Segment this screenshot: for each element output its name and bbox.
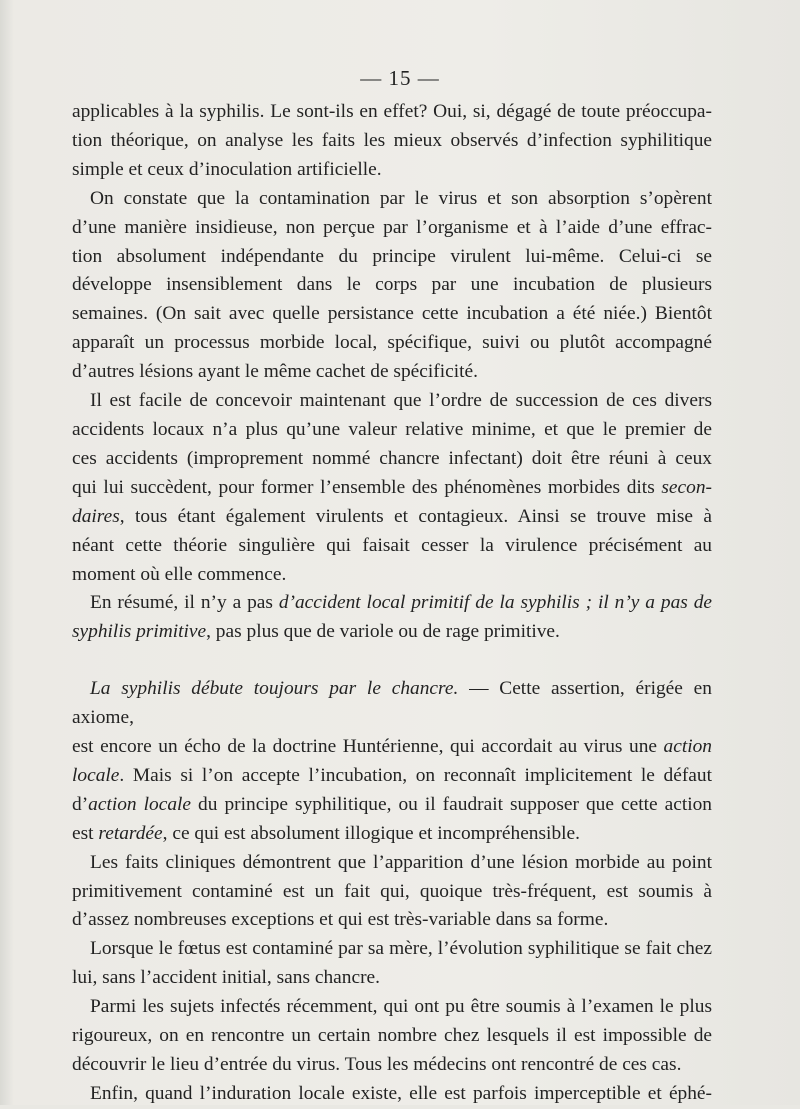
text-line <box>72 849 712 878</box>
text-segment: est <box>72 822 99 844</box>
text-line <box>72 329 712 358</box>
text-line <box>72 300 712 329</box>
text-line <box>72 243 712 272</box>
text-segment: du principe syphilitique, ou il faudrait supposer que cette action <box>191 793 712 815</box>
text-line <box>72 127 712 156</box>
text-segment: Il est facile de concevoir maintenant que l’ordre de succession de ces divers <box>90 390 712 412</box>
text-line <box>72 271 712 300</box>
text-line <box>72 445 712 474</box>
italic-text: daires <box>72 505 120 527</box>
text-line <box>72 762 712 791</box>
text-line <box>72 1051 712 1080</box>
text-line <box>72 185 712 214</box>
text-line <box>72 214 712 243</box>
text-segment: rigoureux, on en rencontre un certain nombre chez lesquels il est impossible de <box>72 1025 712 1047</box>
text-line <box>72 474 712 503</box>
italic-text: La syphilis débute toujours par le chancre. <box>90 678 459 700</box>
text-segment: est encore un écho de la doctrine Huntérienne, qui accordait au virus une <box>72 736 664 758</box>
italic-text: syphilis primitive <box>72 621 207 643</box>
text-segment: . Mais si l’on accepte l’incubation, on reconnaît implicitement le défaut <box>119 764 712 786</box>
italic-text: secon- <box>661 476 712 498</box>
text-segment: semaines. (On sait avec quelle persistance cette incubation a été niée.) Bientôt <box>72 303 712 325</box>
text-line <box>72 906 712 935</box>
text-line <box>72 935 712 964</box>
text-segment: lui, sans l’accident initial, sans chancre. <box>72 967 380 989</box>
text-segment: apparaît un processus morbide local, spécifique, suivi ou plutôt accompagné <box>72 332 712 354</box>
text-segment: d’assez nombreuses exceptions et qui est très-variable dans sa forme. <box>72 909 609 931</box>
text-segment: primitivement contaminé est un fait qui, quoique très-fréquent, est soumis à <box>72 880 712 902</box>
text-line <box>72 1022 712 1051</box>
text-line <box>72 791 712 820</box>
text-line <box>72 589 712 618</box>
italic-text: action locale <box>88 793 192 815</box>
text-line <box>72 993 712 1022</box>
text-segment: simple et ceux d’inoculation artificielle. <box>72 158 382 180</box>
text-segment: qui lui succèdent, pour former l’ensemble des phénomènes morbides dits <box>72 476 662 498</box>
text-segment: En résumé, il n’y a pas <box>90 592 279 614</box>
text-segment: accidents locaux n’a plus qu’une valeur relative minime, et que le premier de <box>72 418 712 440</box>
text-segment: , pas plus que de variole ou de rage primitive. <box>206 621 560 643</box>
page-number: — 15 — <box>360 66 440 90</box>
text-line <box>72 387 712 416</box>
text-segment: Enfin, quand l’induration locale existe, elle est parfois imperceptible et éphé- <box>90 1082 712 1104</box>
text-line <box>72 733 712 762</box>
body-text <box>72 98 712 1109</box>
text-line <box>72 1080 712 1109</box>
text-line <box>72 416 712 445</box>
text-segment: Lorsque le fœtus est contaminé par sa mère, l’évolution syphilitique se fait chez <box>90 938 712 960</box>
text-segment: tion absolument indépendante du principe virulent lui-même. Celui-ci se <box>72 245 712 267</box>
text-segment: moment où elle commence. <box>72 563 287 585</box>
italic-text: action <box>663 736 712 758</box>
text-line <box>72 358 712 387</box>
text-line <box>72 878 712 907</box>
text-segment: , ce qui est absolument illogique et incompréhensible. <box>162 822 580 844</box>
text-line <box>72 964 712 993</box>
text-segment: découvrir le lieu d’entrée du virus. Tous les médecins ont rencontré de ces cas. <box>72 1054 682 1075</box>
text-line <box>72 156 712 185</box>
text-segment: néant cette théorie singulière qui faisait cesser la virulence précisément au <box>72 534 712 556</box>
text-segment: d’ <box>72 793 89 815</box>
text-segment: applicables à la syphilis. Le sont-ils en effet? Oui, si, dégagé de toute préoccupa- <box>72 101 712 122</box>
italic-text: d’accident local primitif de la syphilis ; il n’y a pas de <box>278 592 713 614</box>
text-line <box>72 675 712 733</box>
text-segment: ces accidents (improprement nommé chancre infectant) doit être réuni à ceux <box>72 447 712 469</box>
italic-text: locale <box>72 764 120 786</box>
text-segment: d’une manière insidieuse, non perçue par l’organisme et à l’aide d’une effrac- <box>72 216 712 238</box>
text-line <box>72 618 712 647</box>
italic-text: retardée <box>98 822 163 844</box>
text-segment: On constate que la contamination par le virus et son absorption s’opèrent <box>90 187 712 209</box>
text-segment: , tous étant également virulents et contagieux. Ainsi se trouve mise à <box>119 505 712 527</box>
text-segment: développe insensiblement dans le corps par une incubation de plusieurs <box>72 274 712 296</box>
text-line <box>72 503 712 532</box>
text-line <box>72 561 712 590</box>
text-segment: d’autres lésions ayant le même cachet de spécificité. <box>72 361 478 383</box>
text-segment: — Cette assertion, érigée en axiome, <box>72 678 712 729</box>
text-line <box>72 98 712 127</box>
text-segment: Parmi les sujets infectés récemment, qui ont pu être soumis à l’examen le plus <box>90 996 712 1018</box>
text-line <box>72 820 712 849</box>
text-segment: Les faits cliniques démontrent que l’apparition d’une lésion morbide au point <box>90 851 712 873</box>
text-segment: tion théorique, on analyse les faits les mieux observés d’infection syphilitique <box>72 129 712 151</box>
text-line <box>72 532 712 561</box>
